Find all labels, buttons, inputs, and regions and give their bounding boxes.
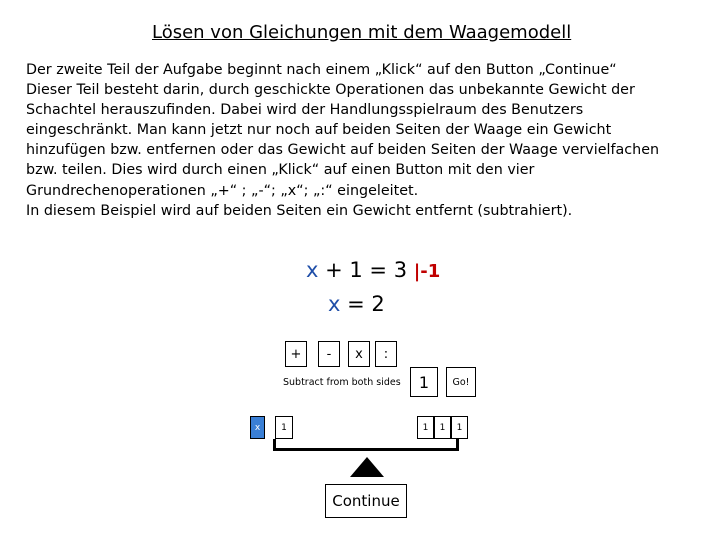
minus-button[interactable]: -: [318, 341, 340, 367]
paragraph-line: Der zweite Teil der Aufgabe beginnt nach einem „Klick“ auf den Button „Continue“: [26, 62, 617, 78]
paragraph-line: bzw. teilen. Dies wird durch einen „Klick“ auf einen Button mit den vier: [26, 162, 535, 179]
unknown-box-weight[interactable]: x: [250, 416, 265, 439]
equation-rest: + 1 = 3: [318, 258, 414, 282]
operation-hint: Subtract from both sides: [283, 377, 401, 388]
continue-button[interactable]: Continue: [325, 484, 407, 518]
plus-button[interactable]: +: [285, 341, 307, 367]
equation-line-1: [306, 258, 440, 282]
operation-label: |-1: [413, 261, 441, 282]
paragraph-line: Dieser Teil besteht darin, durch geschickte Operationen das unbekannte Gewicht der: [26, 82, 635, 99]
right-weight[interactable]: 1: [434, 416, 451, 439]
go-button[interactable]: Go!: [446, 367, 476, 397]
right-weight[interactable]: 1: [417, 416, 434, 439]
variable-x: x: [306, 258, 319, 282]
paragraph-line: Grundrechenoperationen „+“ ; „-“; „x“; „:“ eingeleitet.: [26, 182, 419, 199]
paragraph-line: eingeschränkt. Man kann jetzt nur noch auf beiden Seiten der Waage ein Gewicht: [26, 122, 612, 139]
paragraph-line: Schachtel herauszufinden. Dabei wird der Handlungsspielraum des Benutzers: [26, 102, 584, 119]
right-weight[interactable]: 1: [451, 416, 468, 439]
variable-x: x: [328, 292, 341, 316]
left-weight[interactable]: 1: [275, 416, 293, 439]
equation-line-2: [328, 292, 385, 316]
paragraph-line: In diesem Beispiel wird auf beiden Seiten ein Gewicht entfernt (subtrahiert).: [26, 202, 573, 219]
description-paragraph: [26, 60, 696, 221]
times-button[interactable]: x: [348, 341, 370, 367]
equation-rest: = 2: [340, 292, 385, 316]
balance-fulcrum: [350, 457, 384, 477]
operand-input[interactable]: 1: [410, 367, 438, 397]
paragraph-line: hinzufügen bzw. entfernen oder das Gewicht auf beiden Seiten der Waage vervielfachen: [26, 142, 660, 159]
divide-button[interactable]: :: [375, 341, 397, 367]
page-title: Lösen von Gleichungen mit dem Waagemodell: [152, 22, 572, 43]
balance-beam: [273, 439, 459, 451]
